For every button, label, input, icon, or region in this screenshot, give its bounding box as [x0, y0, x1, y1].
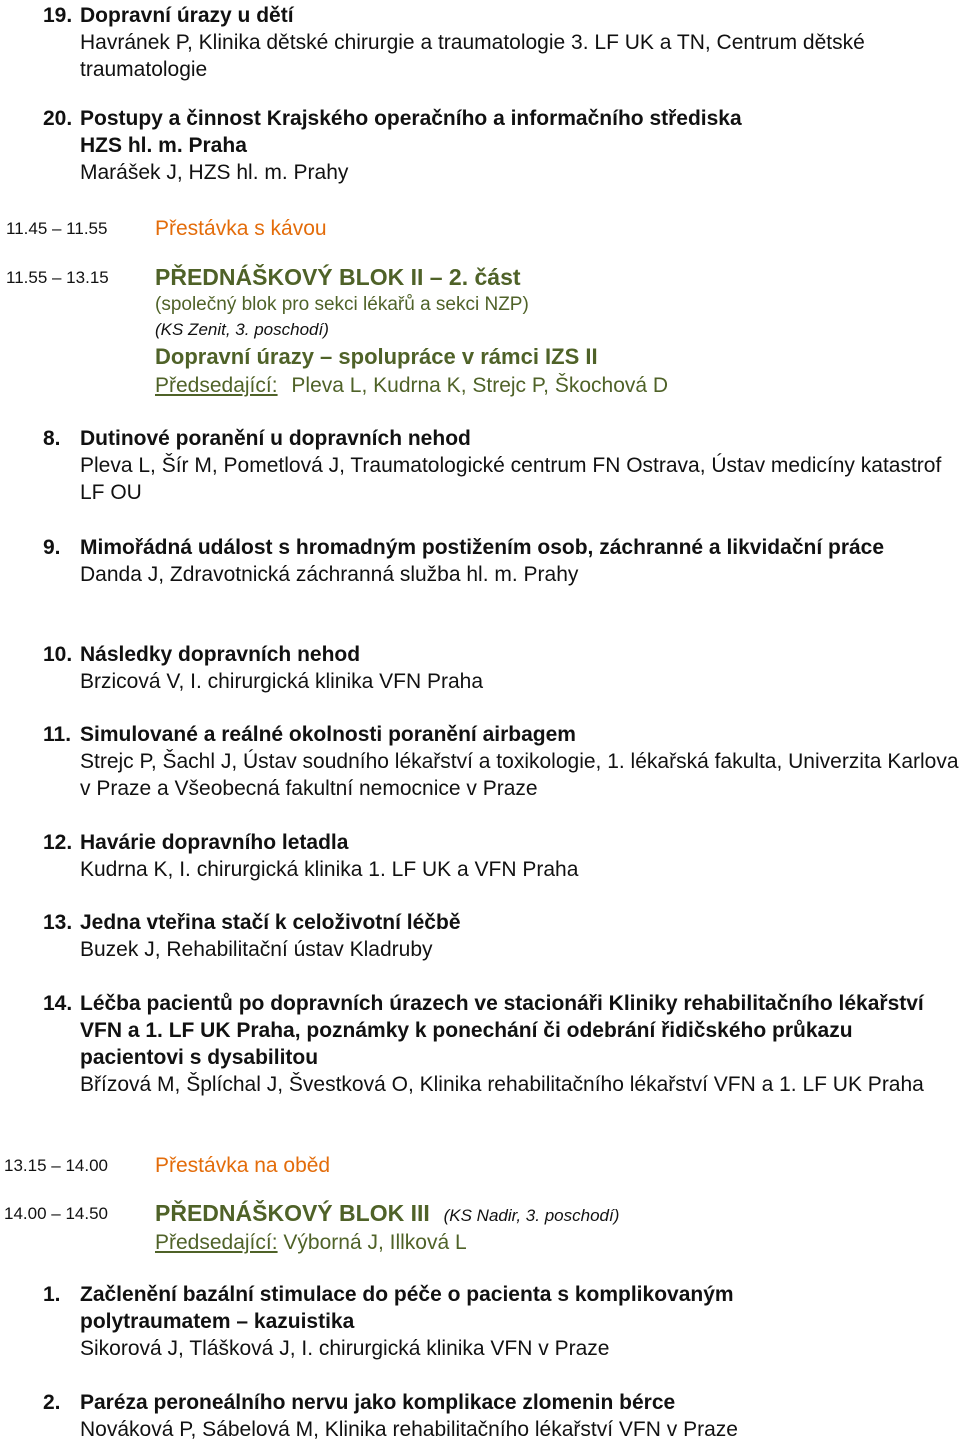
- chair-names: Výborná J, Illková L: [283, 1231, 467, 1254]
- lecture-authors: Danda J, Zdravotnická záchranná služba hl. m. Prahy: [80, 563, 579, 586]
- lecture-item: [43, 829, 960, 883]
- block-subtitle: Dopravní úrazy – spolupráce v rámci IZS II: [155, 344, 598, 369]
- block-chairs: [155, 372, 955, 399]
- lecture-title: Simulované a reálné okolnosti poranění airbagem: [80, 723, 576, 746]
- lecture-number: 2.: [43, 1391, 61, 1414]
- lecture-item: [43, 1281, 960, 1362]
- block-note: (společný blok pro sekci lékařů a sekci NZP): [155, 294, 529, 315]
- lecture-item: [43, 425, 960, 506]
- lecture-number: 14.: [43, 992, 73, 1015]
- lecture-number: 10.: [43, 643, 73, 666]
- lecture-title: Jedna vteřina stačí k celoživotní léčbě: [80, 911, 461, 934]
- lecture-title: Začlenění bazální stimulace do péče o pacienta s komplikovaným polytraumatem – kazuistika: [80, 1283, 734, 1333]
- lecture-title: Paréza peroneálního nervu jako komplikace zlomenin bérce: [80, 1391, 676, 1414]
- time-range: 13.15 – 14.00: [4, 1156, 108, 1175]
- lecture-number: 20.: [43, 107, 73, 130]
- lecture-authors: Brzicová V, I. chirurgická klinika VFN Praha: [80, 670, 484, 693]
- lecture-authors: Pleva L, Šír M, Pometlová J, Traumatologické centrum FN Ostrava, Ústav medicíny katastrof LF OU: [80, 454, 942, 504]
- lecture-authors: Buzek J, Rehabilitační ústav Kladruby: [80, 938, 433, 961]
- lecture-number: 19.: [43, 4, 73, 27]
- lecture-authors: Marášek J, HZS hl. m. Prahy: [80, 161, 349, 184]
- chair-names: Pleva L, Kudrna K, Strejc P, Škochová D: [291, 374, 669, 397]
- time-range: 11.55 – 13.15: [6, 268, 109, 287]
- lecture-number: 13.: [43, 911, 73, 934]
- lecture-number: 11.: [43, 723, 72, 746]
- lecture-item: [43, 2, 960, 83]
- lecture-title: Dutinové poranění u dopravních nehod: [80, 427, 471, 450]
- lecture-title: Léčba pacientů po dopravních úrazech ve stacionáři Kliniky rehabilitačního lékařství VFN a 1. LF UK Praha, poznámky k ponechání či odebrání řidičského průkazu pacientovi s dysabilitou: [80, 992, 924, 1069]
- chair-label: Předsedající:: [155, 1231, 278, 1254]
- lecture-title: Následky dopravních nehod: [80, 643, 361, 666]
- lecture-number: 9.: [43, 536, 61, 559]
- lecture-authors: Strejc P, Šachl J, Ústav soudního lékařství a toxikologie, 1. lékařská fakulta, Univerzita Karlova v Praze a Všeobecná fakultní nemocnice v Praze: [80, 750, 959, 800]
- block-heading: [155, 1200, 955, 1229]
- lecture-title: Mimořádná událost s hromadným postižením osob, záchranné a likvidační práce: [80, 536, 885, 559]
- lunch-break: [0, 1152, 955, 1179]
- lecture-item: [43, 641, 960, 695]
- lecture-item: [43, 721, 960, 802]
- block-chairs: [155, 1229, 955, 1256]
- lecture-number: 8.: [43, 427, 61, 450]
- lecture-authors: Sikorová J, Tlášková J, I. chirurgická klinika VFN v Praze: [80, 1337, 610, 1360]
- break-label: Přestávka na oběd: [155, 1154, 331, 1177]
- lecture-authors: Břízová M, Šplíchal J, Švestková O, Klinika rehabilitačního lékařství VFN a 1. LF UK Praha: [80, 1073, 924, 1096]
- lecture-item: [43, 909, 960, 963]
- lecture-item: [43, 105, 780, 186]
- block-title: PŘEDNÁŠKOVÝ BLOK II – 2. část: [155, 264, 521, 290]
- lecture-item: [43, 534, 960, 588]
- time-range: 11.45 – 11.55: [6, 219, 108, 238]
- lecture-number: 12.: [43, 831, 73, 854]
- lecture-authors: Nováková P, Sábelová M, Klinika rehabilitačního lékařství VFN v Praze: [80, 1418, 738, 1441]
- lecture-block-3: [0, 1200, 955, 1256]
- lecture-item: [43, 990, 960, 1098]
- lecture-block-2: [0, 264, 955, 399]
- block-location: (KS Nadir, 3. poschodí): [443, 1206, 620, 1225]
- lecture-title: Postupy a činnost Krajského operačního a informačního střediska HZS hl. m. Praha: [80, 107, 742, 157]
- block-location: (KS Zenit, 3. poschodí): [155, 320, 329, 339]
- block-title: PŘEDNÁŠKOVÝ BLOK III: [155, 1200, 430, 1226]
- lecture-number: 1.: [43, 1283, 61, 1306]
- lecture-item: [43, 1389, 960, 1443]
- chair-label: Předsedající:: [155, 374, 278, 397]
- time-range: 14.00 – 14.50: [4, 1204, 108, 1223]
- lecture-title: Dopravní úrazy u dětí: [80, 4, 294, 27]
- lecture-authors: Havránek P, Klinika dětské chirurgie a traumatologie 3. LF UK a TN, Centrum dětské traumatologie: [80, 31, 865, 81]
- break-label: Přestávka s kávou: [155, 217, 327, 240]
- coffee-break: [0, 215, 955, 242]
- lecture-title: Havárie dopravního letadla: [80, 831, 349, 854]
- lecture-authors: Kudrna K, I. chirurgická klinika 1. LF UK a VFN Praha: [80, 858, 579, 881]
